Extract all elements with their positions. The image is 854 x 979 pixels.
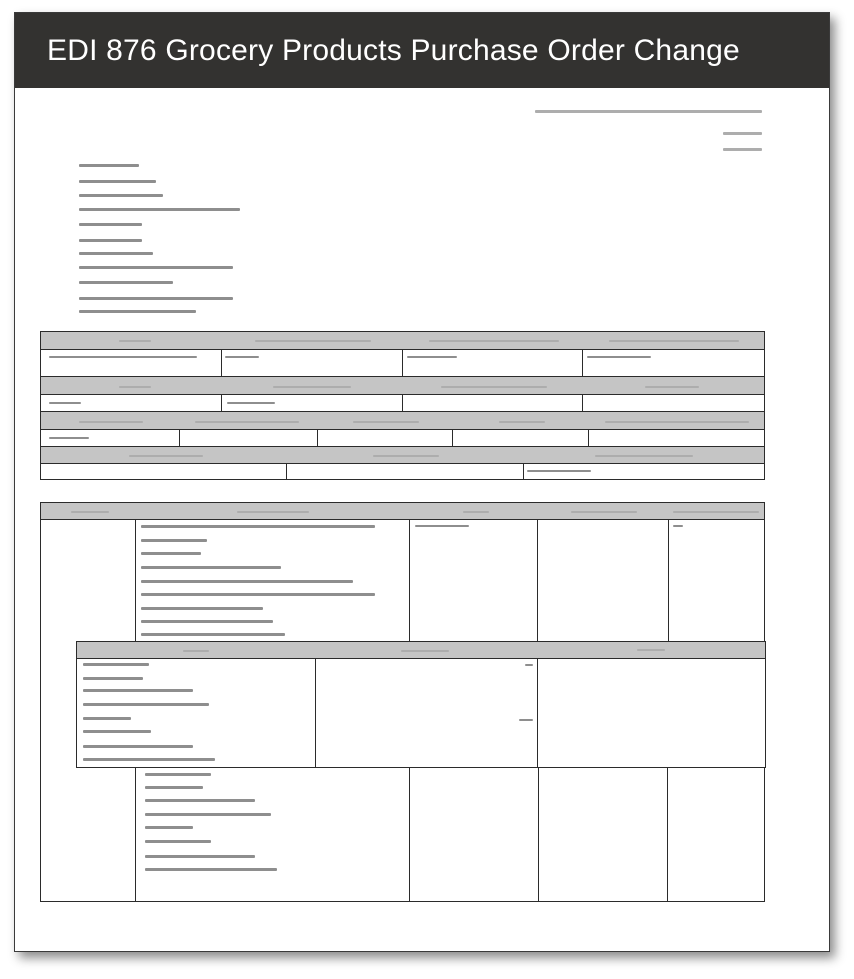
- placeholder-text-line: [79, 266, 233, 269]
- placeholder-text-line: [145, 799, 255, 802]
- placeholder-header-label: [195, 421, 299, 423]
- placeholder-header-label: [71, 511, 109, 513]
- placeholder-header-label: [119, 340, 151, 342]
- placeholder-cell-value: [49, 356, 197, 358]
- placeholder-header-label: [609, 340, 739, 342]
- placeholder-text-line: [145, 826, 193, 829]
- placeholder-text-line: [79, 239, 142, 242]
- placeholder-header-label: [499, 421, 545, 423]
- placeholder-text-line: [141, 633, 285, 636]
- placeholder-cell-value: [673, 525, 683, 527]
- placeholder-text-line: [79, 281, 173, 284]
- placeholder-header-label: [255, 340, 371, 342]
- placeholder-text-line: [145, 855, 255, 858]
- placeholder-header-label: [373, 455, 439, 457]
- placeholder-text-line: [83, 745, 193, 748]
- placeholder-text-line: [141, 580, 353, 583]
- placeholder-header-label: [79, 421, 143, 423]
- placeholder-header-label: [673, 511, 759, 513]
- placeholder-text-line: [83, 717, 131, 720]
- title-bar: [15, 13, 829, 88]
- line-item-detail-subtable: [76, 641, 766, 768]
- placeholder-text-line: [145, 840, 211, 843]
- table-header: [41, 503, 764, 520]
- placeholder-header-label: [571, 511, 637, 513]
- placeholder-text-line: [723, 148, 762, 151]
- placeholder-text-line: [141, 620, 273, 623]
- placeholder-cell-value: [407, 356, 457, 358]
- placeholder-cell-value: [49, 402, 81, 404]
- placeholder-text-line: [723, 132, 762, 135]
- placeholder-text-line: [79, 164, 139, 167]
- placeholder-header-label: [605, 421, 749, 423]
- placeholder-text-line: [141, 593, 375, 596]
- placeholder-text-line: [145, 773, 211, 776]
- placeholder-header-label: [637, 649, 665, 651]
- placeholder-text-line: [79, 223, 142, 226]
- placeholder-header-label: [129, 455, 203, 457]
- placeholder-text-line: [535, 110, 762, 113]
- order-info-table-row-2: [40, 376, 765, 412]
- placeholder-cell-value: [527, 470, 591, 472]
- placeholder-text-line: [83, 730, 151, 733]
- placeholder-cell-value: [227, 402, 275, 404]
- placeholder-header-label: [441, 386, 547, 388]
- placeholder-text-line: [79, 310, 196, 313]
- placeholder-cell-value: [519, 719, 533, 721]
- order-info-table-row-4: [40, 446, 765, 480]
- placeholder-text-line: [83, 758, 215, 761]
- order-info-table-row-3: [40, 411, 765, 447]
- placeholder-text-line: [141, 607, 263, 610]
- placeholder-text-line: [145, 813, 271, 816]
- placeholder-text-line: [83, 663, 149, 666]
- placeholder-text-line: [79, 208, 240, 211]
- placeholder-header-label: [119, 386, 151, 388]
- placeholder-text-line: [141, 525, 375, 528]
- placeholder-header-label: [595, 455, 693, 457]
- placeholder-text-line: [141, 552, 201, 555]
- placeholder-header-label: [353, 421, 419, 423]
- order-info-table-row-1: [40, 331, 765, 377]
- placeholder-cell-value: [49, 437, 89, 439]
- placeholder-text-line: [141, 539, 207, 542]
- placeholder-text-line: [79, 297, 233, 300]
- placeholder-header-label: [273, 386, 351, 388]
- document-title: EDI 876 Grocery Products Purchase Order Change: [47, 34, 740, 67]
- placeholder-text-line: [83, 689, 193, 692]
- placeholder-text-line: [83, 703, 209, 706]
- placeholder-cell-value: [225, 356, 259, 358]
- placeholder-text-line: [79, 194, 163, 197]
- placeholder-cell-value: [525, 664, 533, 666]
- placeholder-text-line: [141, 566, 281, 569]
- placeholder-text-line: [79, 252, 153, 255]
- placeholder-cell-value: [587, 356, 651, 358]
- placeholder-header-label: [183, 650, 209, 652]
- document-page: [14, 12, 830, 952]
- placeholder-header-label: [645, 386, 699, 388]
- placeholder-header-label: [463, 511, 489, 513]
- placeholder-cell-value: [415, 525, 469, 527]
- placeholder-text-line: [83, 677, 143, 680]
- placeholder-header-label: [429, 340, 559, 342]
- placeholder-text-line: [79, 180, 156, 183]
- line-items-table: [40, 502, 765, 902]
- placeholder-text-line: [145, 786, 203, 789]
- placeholder-header-label: [401, 650, 449, 652]
- placeholder-text-line: [145, 868, 277, 871]
- placeholder-header-label: [237, 511, 309, 513]
